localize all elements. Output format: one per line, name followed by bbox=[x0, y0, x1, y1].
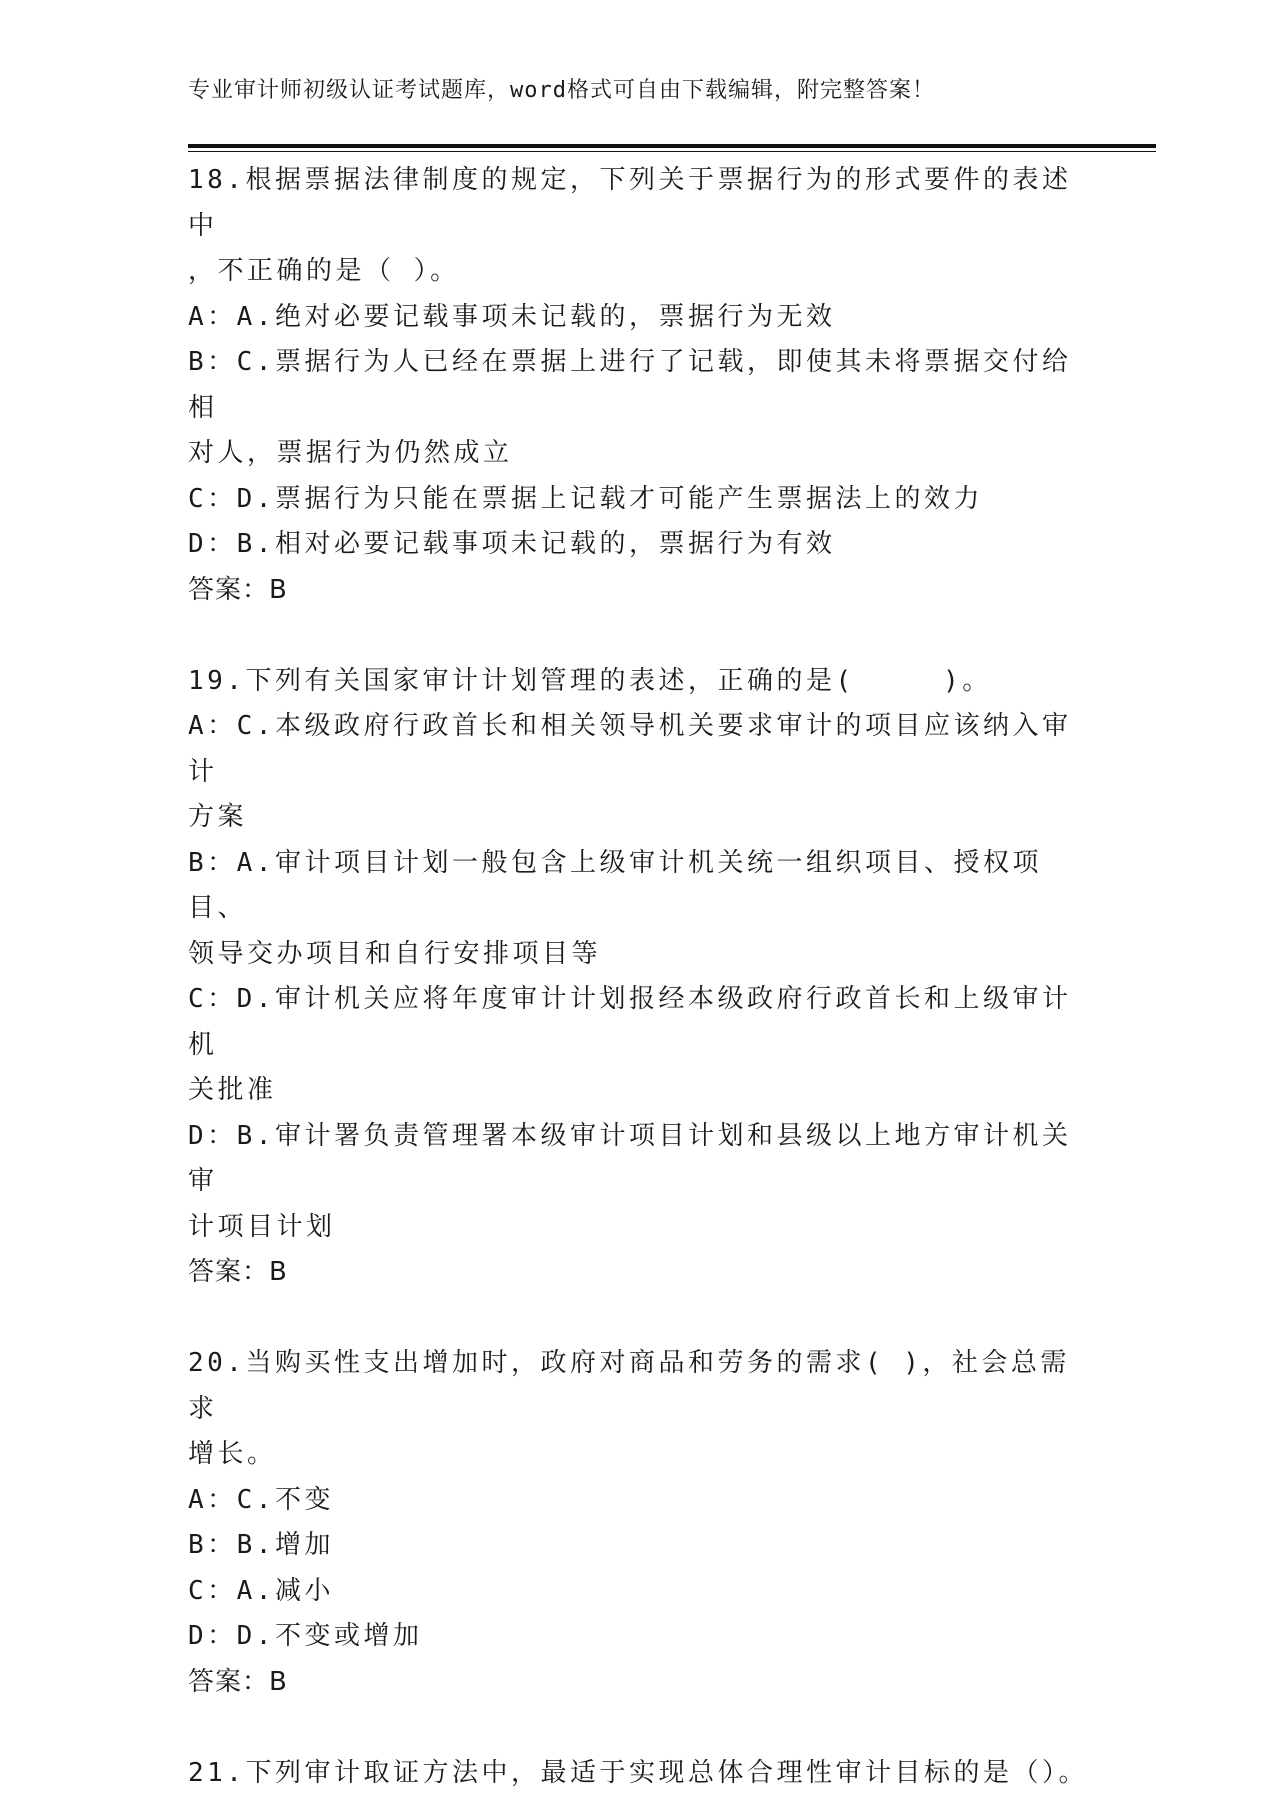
header-rule-thin bbox=[188, 151, 1156, 152]
option-c: 关批准 bbox=[188, 1068, 1088, 1114]
question-stem: 19.下列有关国家审计计划管理的表述，正确的是( )。 bbox=[188, 659, 1088, 705]
question-stem: 20.当购买性支出增加时，政府对商品和劳务的需求( )，社会总需求 bbox=[188, 1341, 1088, 1432]
option-d: D：B.相对必要记载事项未记载的，票据行为有效 bbox=[188, 522, 1088, 568]
option-a: A：C.不变 bbox=[188, 1478, 1088, 1524]
question-stem: 增长。 bbox=[188, 1432, 1088, 1478]
option-d: D：B.审计署负责管理署本级审计项目计划和县级以上地方审计机关审 bbox=[188, 1114, 1088, 1205]
question-list bbox=[188, 158, 1088, 1796]
option-b: 对人，票据行为仍然成立 bbox=[188, 431, 1088, 477]
option-a: A：A.绝对必要记载事项未记载的，票据行为无效 bbox=[188, 295, 1088, 341]
option-a: A：C.本级政府行政首长和相关领导机关要求审计的项目应该纳入审计 bbox=[188, 704, 1088, 795]
option-c: C：A.减小 bbox=[188, 1569, 1088, 1615]
page-header: 专业审计师初级认证考试题库，word格式可自由下载编辑，附完整答案！ bbox=[188, 76, 935, 106]
question-block bbox=[188, 158, 1088, 613]
answer-line: 答案：B bbox=[188, 1660, 1088, 1706]
option-c: C：D.票据行为只能在票据上记载才可能产生票据法上的效力 bbox=[188, 477, 1088, 523]
option-d: 计项目计划 bbox=[188, 1205, 1088, 1251]
question-stem: 18.根据票据法律制度的规定，下列关于票据行为的形式要件的表述中 bbox=[188, 158, 1088, 249]
option-b: B：A.审计项目计划一般包含上级审计机关统一组织项目、授权项目、 bbox=[188, 841, 1088, 932]
option-a: 方案 bbox=[188, 795, 1088, 841]
answer-line: 答案：B bbox=[188, 1250, 1088, 1296]
answer-line: 答案：B bbox=[188, 568, 1088, 614]
question-block bbox=[188, 659, 1088, 1296]
spacer bbox=[188, 1296, 1088, 1342]
spacer bbox=[188, 613, 1088, 659]
header-rule-thick bbox=[188, 144, 1156, 148]
question-stem: ，不正确的是（ ）。 bbox=[188, 249, 1088, 295]
question-block bbox=[188, 1751, 1088, 1796]
option-b: B：B.增加 bbox=[188, 1523, 1088, 1569]
option-b: 领导交办项目和自行安排项目等 bbox=[188, 932, 1088, 978]
option-d: D：D.不变或增加 bbox=[188, 1614, 1088, 1660]
option-b: B：C.票据行为人已经在票据上进行了记载，即使其未将票据交付给相 bbox=[188, 340, 1088, 431]
spacer bbox=[188, 1705, 1088, 1751]
option-c: C：D.审计机关应将年度审计计划报经本级政府行政首长和上级审计机 bbox=[188, 977, 1088, 1068]
question-stem: 21.下列审计取证方法中，最适于实现总体合理性审计目标的是（）。 bbox=[188, 1751, 1088, 1796]
question-block bbox=[188, 1341, 1088, 1705]
